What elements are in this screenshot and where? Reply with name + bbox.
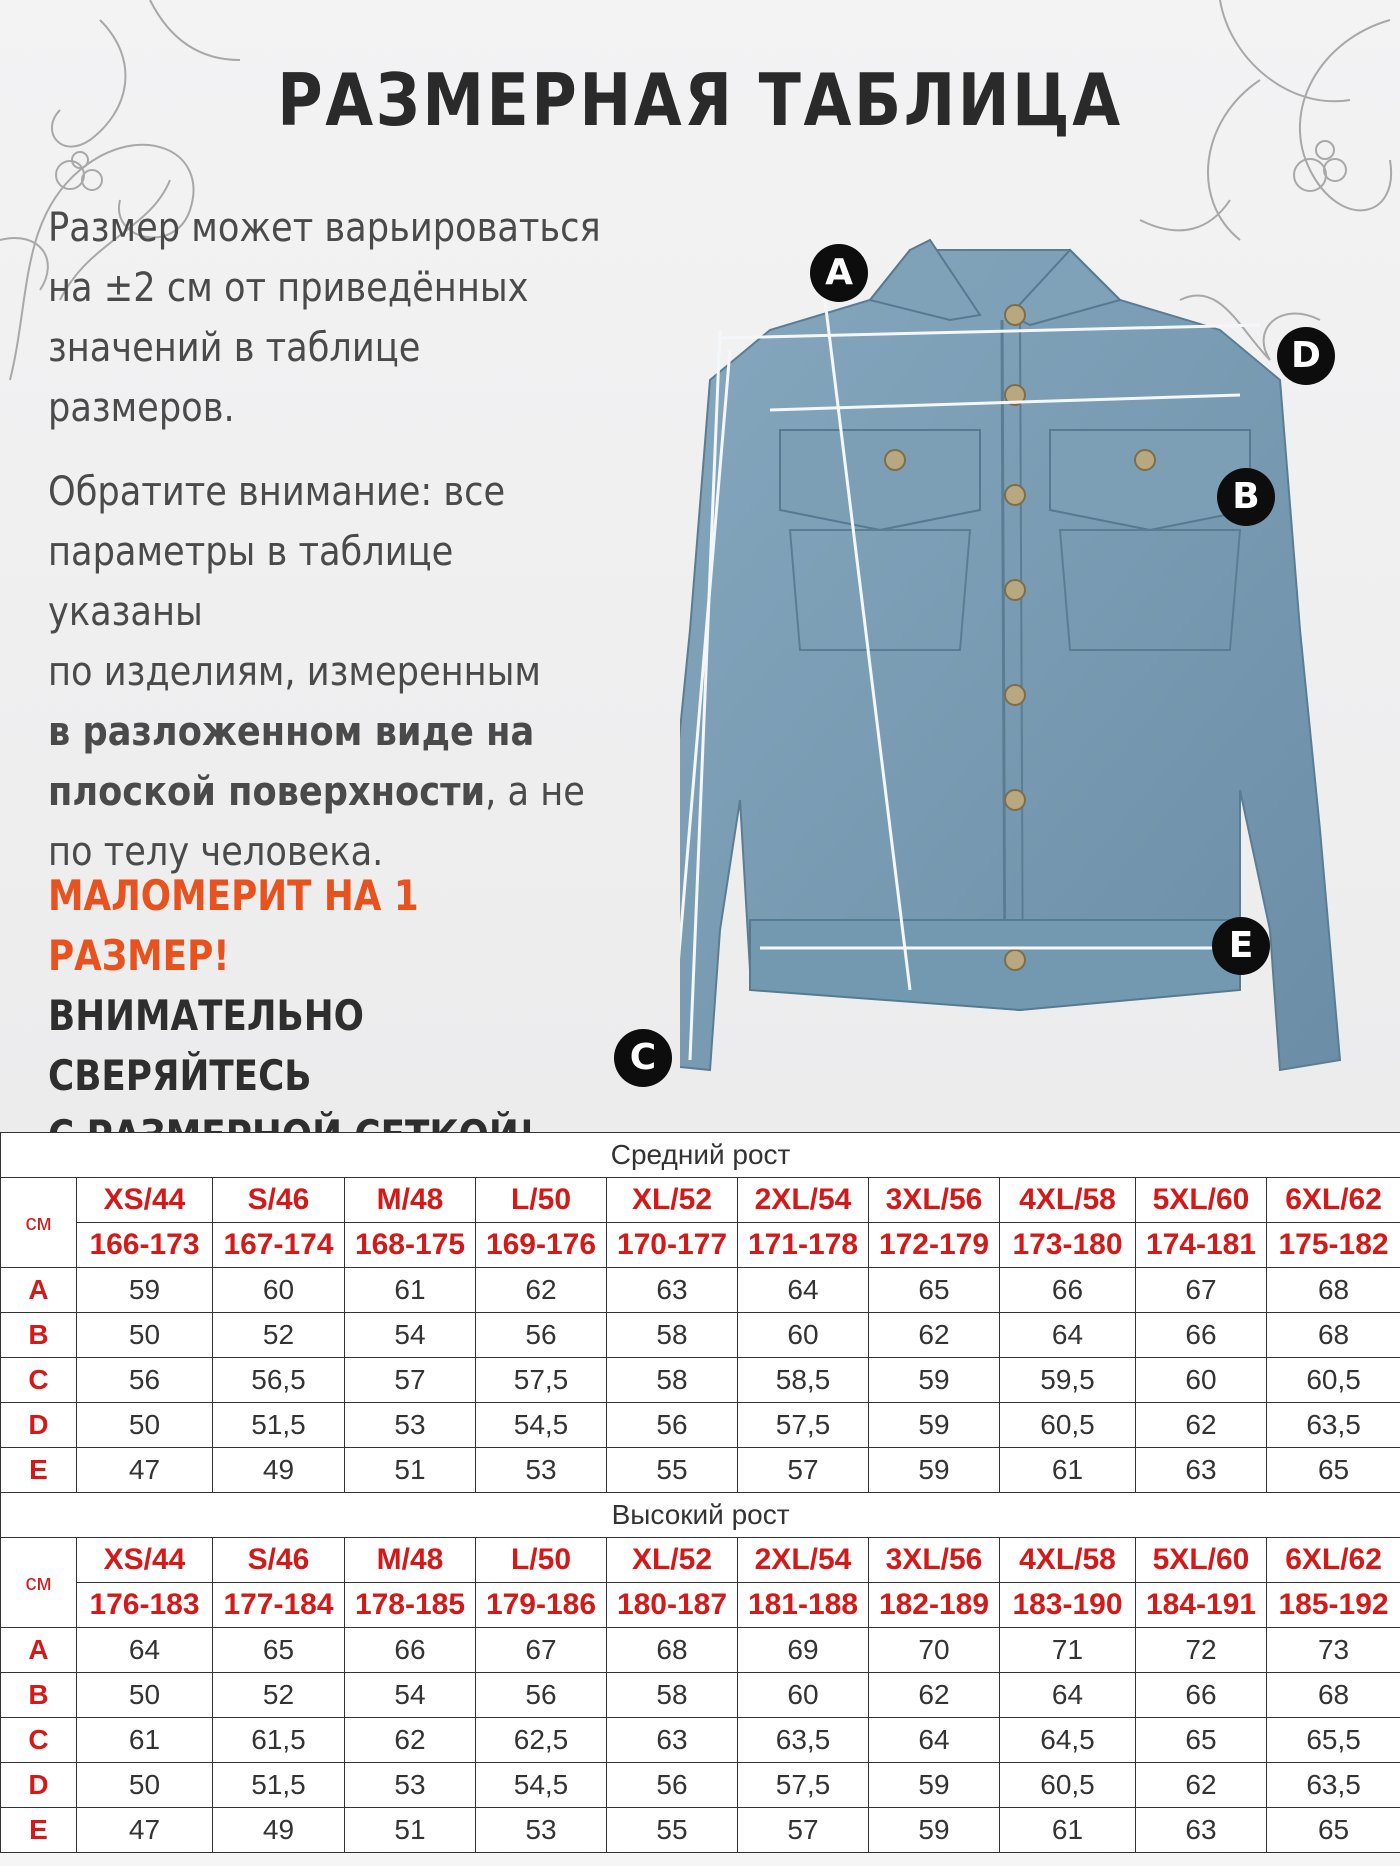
measurement-row xyxy=(1,1403,1400,1448)
height-range: 174-181 xyxy=(1136,1223,1267,1268)
measurement-value: 57,5 xyxy=(738,1403,869,1448)
measurement-value: 65 xyxy=(1267,1808,1400,1853)
measurement-value: 50 xyxy=(77,1763,213,1808)
note-bold-line: плоской поверхности xyxy=(48,769,486,815)
measurement-value: 56 xyxy=(476,1313,607,1358)
note-line: значений в таблице xyxy=(48,325,421,371)
measurement-value: 64 xyxy=(77,1628,213,1673)
note-line: по изделиям, измеренным xyxy=(48,649,541,695)
measurement-row xyxy=(1,1808,1400,1853)
measurement-value: 71 xyxy=(1000,1628,1136,1673)
measurement-row xyxy=(1,1763,1400,1808)
measurement-value: 62 xyxy=(1136,1763,1267,1808)
size-variation-note xyxy=(48,198,611,438)
measurement-label: A xyxy=(1,1268,77,1313)
size-header: XL/52 xyxy=(607,1178,738,1223)
measurement-value: 62 xyxy=(869,1313,1000,1358)
measurement-value: 58 xyxy=(607,1673,738,1718)
height-range: 169-176 xyxy=(476,1223,607,1268)
measurement-row xyxy=(1,1268,1400,1313)
measurement-value: 57,5 xyxy=(738,1763,869,1808)
height-range: 181-188 xyxy=(738,1583,869,1628)
measurement-value: 62 xyxy=(1136,1403,1267,1448)
section-caption: Высокий рост xyxy=(1,1493,1400,1538)
measurement-value: 61 xyxy=(1000,1808,1136,1853)
measurement-value: 52 xyxy=(213,1313,345,1358)
measurement-value: 61 xyxy=(1000,1448,1136,1493)
height-range: 171-178 xyxy=(738,1223,869,1268)
measurement-value: 53 xyxy=(345,1763,476,1808)
height-range: 168-175 xyxy=(345,1223,476,1268)
height-range-row xyxy=(1,1223,1400,1268)
measurement-value: 49 xyxy=(213,1448,345,1493)
measurement-value: 59 xyxy=(869,1763,1000,1808)
height-range: 180-187 xyxy=(607,1583,738,1628)
measurement-label: C xyxy=(1,1358,77,1403)
measurement-value: 63 xyxy=(607,1268,738,1313)
marker-e: E xyxy=(1212,917,1270,975)
note-line-tail: , а не xyxy=(485,769,585,815)
measurement-value: 65 xyxy=(1267,1448,1400,1493)
measurement-value: 60,5 xyxy=(1000,1403,1136,1448)
measurement-value: 65 xyxy=(1136,1718,1267,1763)
measurement-value: 68 xyxy=(1267,1268,1400,1313)
measurement-value: 58 xyxy=(607,1358,738,1403)
measurement-value: 59,5 xyxy=(1000,1358,1136,1403)
size-header: 3XL/56 xyxy=(869,1178,1000,1223)
size-header: 2XL/54 xyxy=(738,1178,869,1223)
measurement-label: B xyxy=(1,1673,77,1718)
measurement-value: 57 xyxy=(738,1808,869,1853)
measurement-value: 67 xyxy=(476,1628,607,1673)
measurement-value: 55 xyxy=(607,1448,738,1493)
measurement-value: 57 xyxy=(738,1448,869,1493)
measurement-value: 68 xyxy=(1267,1313,1400,1358)
size-header: S/46 xyxy=(213,1538,345,1583)
measurement-value: 50 xyxy=(77,1673,213,1718)
measurement-value: 65 xyxy=(869,1268,1000,1313)
measurement-value: 63 xyxy=(1136,1808,1267,1853)
marker-c: C xyxy=(614,1029,672,1087)
measurement-value: 72 xyxy=(1136,1628,1267,1673)
measurement-value: 56 xyxy=(607,1763,738,1808)
measurement-value: 63 xyxy=(1136,1448,1267,1493)
measurement-value: 60 xyxy=(213,1268,345,1313)
height-range: 177-184 xyxy=(213,1583,345,1628)
measurement-value: 64 xyxy=(1000,1313,1136,1358)
measurement-row xyxy=(1,1358,1400,1403)
measurement-row xyxy=(1,1448,1400,1493)
measurement-value: 67 xyxy=(1136,1268,1267,1313)
height-range: 167-174 xyxy=(213,1223,345,1268)
measurement-value: 66 xyxy=(1136,1313,1267,1358)
measurement-value: 49 xyxy=(213,1808,345,1853)
measurement-value: 47 xyxy=(77,1448,213,1493)
size-header: L/50 xyxy=(476,1178,607,1223)
height-range: 178-185 xyxy=(345,1583,476,1628)
size-header-row xyxy=(1,1178,1400,1223)
page-title: РАЗМЕРНАЯ ТАБЛИЦА xyxy=(277,58,1123,142)
measurement-value: 50 xyxy=(77,1313,213,1358)
measurement-value: 53 xyxy=(345,1403,476,1448)
note-line: Размер может варьироваться xyxy=(48,205,601,251)
measurement-value: 51,5 xyxy=(213,1763,345,1808)
section-caption: Средний рост xyxy=(1,1133,1400,1178)
measurement-label: C xyxy=(1,1718,77,1763)
size-header: XS/44 xyxy=(77,1178,213,1223)
measurement-value: 57,5 xyxy=(476,1358,607,1403)
measurement-value: 64 xyxy=(1000,1673,1136,1718)
measurement-value: 47 xyxy=(77,1808,213,1853)
size-header: 6XL/62 xyxy=(1267,1178,1400,1223)
height-range: 175-182 xyxy=(1267,1223,1400,1268)
measurement-value: 69 xyxy=(738,1628,869,1673)
measurement-value: 59 xyxy=(869,1358,1000,1403)
measurement-value: 70 xyxy=(869,1628,1000,1673)
measurement-row xyxy=(1,1718,1400,1763)
measurement-value: 68 xyxy=(607,1628,738,1673)
measurement-value: 64 xyxy=(738,1268,869,1313)
note-line: по телу человека. xyxy=(48,829,384,875)
section-caption-row xyxy=(1,1133,1400,1178)
measurement-value: 66 xyxy=(1136,1673,1267,1718)
height-range: 179-186 xyxy=(476,1583,607,1628)
size-header-row xyxy=(1,1538,1400,1583)
measurement-value: 56,5 xyxy=(213,1358,345,1403)
measurement-value: 56 xyxy=(607,1403,738,1448)
size-header: M/48 xyxy=(345,1178,476,1223)
note-line: Обратите внимание: все xyxy=(48,469,506,515)
measurement-row xyxy=(1,1628,1400,1673)
size-header: 3XL/56 xyxy=(869,1538,1000,1583)
measurement-value: 59 xyxy=(77,1268,213,1313)
measurement-value: 62,5 xyxy=(476,1718,607,1763)
measurement-label: E xyxy=(1,1448,77,1493)
measurement-value: 60 xyxy=(738,1673,869,1718)
height-range: 184-191 xyxy=(1136,1583,1267,1628)
measurement-value: 65 xyxy=(213,1628,345,1673)
marker-b: B xyxy=(1217,468,1275,526)
measurement-value: 58 xyxy=(607,1313,738,1358)
height-range: 176-183 xyxy=(77,1583,213,1628)
measurement-value: 63,5 xyxy=(738,1718,869,1763)
size-header: 2XL/54 xyxy=(738,1538,869,1583)
size-header: 4XL/58 xyxy=(1000,1178,1136,1223)
height-range: 173-180 xyxy=(1000,1223,1136,1268)
measurement-value: 50 xyxy=(77,1403,213,1448)
measurement-value: 55 xyxy=(607,1808,738,1853)
section-caption-row xyxy=(1,1493,1400,1538)
note-bold-line: в разложенном виде на xyxy=(48,709,535,755)
measurement-value: 61 xyxy=(77,1718,213,1763)
note-line: параметры в таблице указаны xyxy=(48,529,454,635)
measurement-label: D xyxy=(1,1403,77,1448)
measurement-value: 73 xyxy=(1267,1628,1400,1673)
measurement-row xyxy=(1,1673,1400,1718)
measurement-value: 51 xyxy=(345,1448,476,1493)
height-range: 185-192 xyxy=(1267,1583,1400,1628)
measurement-value: 61,5 xyxy=(213,1718,345,1763)
note-line: на ±2 см от приведённых xyxy=(48,265,529,311)
measurement-label: E xyxy=(1,1808,77,1853)
sizing-warning xyxy=(48,866,609,1166)
measurement-value: 53 xyxy=(476,1808,607,1853)
measurement-value: 51,5 xyxy=(213,1403,345,1448)
measurement-value: 62 xyxy=(345,1718,476,1763)
measurement-value: 52 xyxy=(213,1673,345,1718)
check-size-warning: ВНИМАТЕЛЬНО СВЕРЯЙТЕСЬ xyxy=(48,991,364,1100)
size-header: M/48 xyxy=(345,1538,476,1583)
height-range: 172-179 xyxy=(869,1223,1000,1268)
size-table-body xyxy=(1,1133,1400,1853)
measurement-value: 65,5 xyxy=(1267,1718,1400,1763)
unit-label: см xyxy=(1,1538,77,1628)
measurement-value: 63 xyxy=(607,1718,738,1763)
measurement-value: 63,5 xyxy=(1267,1403,1400,1448)
height-range: 166-173 xyxy=(77,1223,213,1268)
measurement-value: 61 xyxy=(345,1268,476,1313)
measurement-value: 56 xyxy=(476,1673,607,1718)
measurement-value: 58,5 xyxy=(738,1358,869,1403)
measurement-value: 64,5 xyxy=(1000,1718,1136,1763)
measurement-value: 60,5 xyxy=(1267,1358,1400,1403)
marker-a: A xyxy=(810,244,868,302)
measurement-label: A xyxy=(1,1628,77,1673)
measurement-label: D xyxy=(1,1763,77,1808)
size-header: 6XL/62 xyxy=(1267,1538,1400,1583)
measurement-value: 68 xyxy=(1267,1673,1400,1718)
measurement-value: 62 xyxy=(869,1673,1000,1718)
size-header: 5XL/60 xyxy=(1136,1538,1267,1583)
marker-d: D xyxy=(1277,327,1335,385)
measurement-value: 60 xyxy=(1136,1358,1267,1403)
measurement-note xyxy=(48,462,611,882)
height-range: 170-177 xyxy=(607,1223,738,1268)
measurement-value: 54,5 xyxy=(476,1763,607,1808)
height-range: 182-189 xyxy=(869,1583,1000,1628)
measurement-value: 62 xyxy=(476,1268,607,1313)
measurement-value: 60,5 xyxy=(1000,1763,1136,1808)
size-header: S/46 xyxy=(213,1178,345,1223)
size-header: XL/52 xyxy=(607,1538,738,1583)
measurement-value: 64 xyxy=(869,1718,1000,1763)
height-range-row xyxy=(1,1583,1400,1628)
measurement-value: 66 xyxy=(1000,1268,1136,1313)
measurement-value: 54 xyxy=(345,1673,476,1718)
measurement-value: 53 xyxy=(476,1448,607,1493)
measurement-value: 59 xyxy=(869,1403,1000,1448)
measurement-value: 59 xyxy=(869,1448,1000,1493)
measurement-value: 54,5 xyxy=(476,1403,607,1448)
measurement-value: 54 xyxy=(345,1313,476,1358)
measurement-value: 57 xyxy=(345,1358,476,1403)
measurement-value: 60 xyxy=(738,1313,869,1358)
unit-label: см xyxy=(1,1178,77,1268)
height-range: 183-190 xyxy=(1000,1583,1136,1628)
size-header: L/50 xyxy=(476,1538,607,1583)
measurement-value: 66 xyxy=(345,1628,476,1673)
size-header: XS/44 xyxy=(77,1538,213,1583)
note-line: размеров. xyxy=(48,385,235,431)
measurement-value: 51 xyxy=(345,1808,476,1853)
size-header: 4XL/58 xyxy=(1000,1538,1136,1583)
measurement-row xyxy=(1,1313,1400,1358)
runs-small-warning: МАЛОМЕРИТ НА 1 РАЗМЕР! xyxy=(48,871,419,980)
size-table xyxy=(0,1132,1400,1853)
measurement-value: 59 xyxy=(869,1808,1000,1853)
measurement-value: 56 xyxy=(77,1358,213,1403)
size-header: 5XL/60 xyxy=(1136,1178,1267,1223)
measurement-label: B xyxy=(1,1313,77,1358)
measurement-value: 63,5 xyxy=(1267,1763,1400,1808)
